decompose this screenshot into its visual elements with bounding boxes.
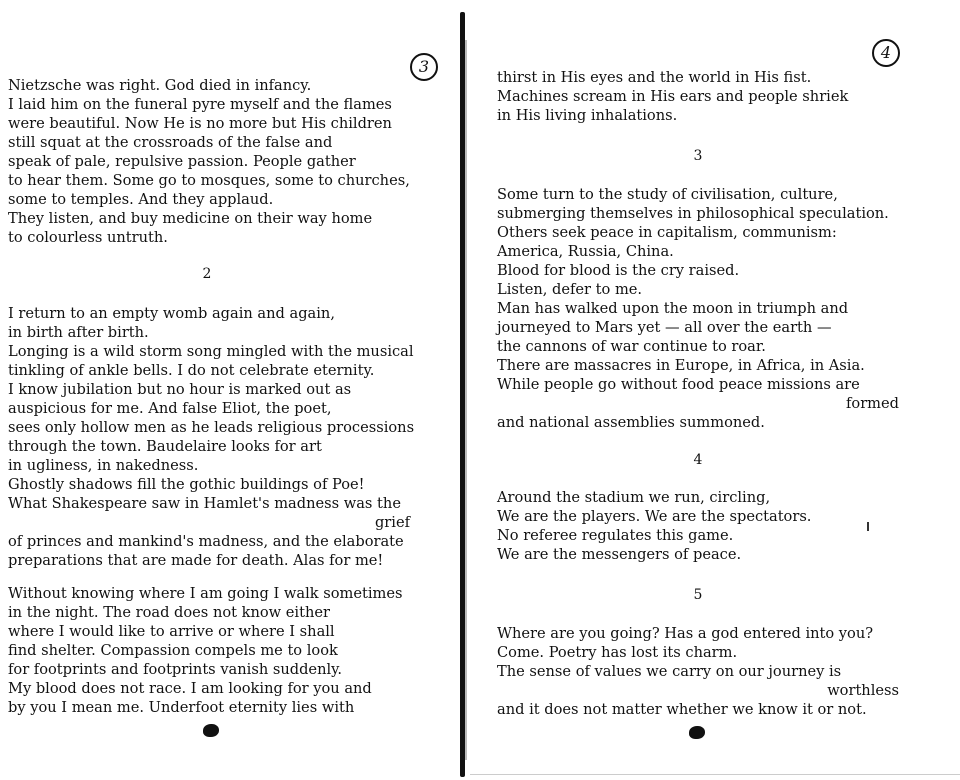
- right-stanza-4: [497, 488, 811, 564]
- poem-line: find shelter. Compassion compels me to look: [8, 642, 338, 659]
- right-page: [470, 0, 960, 780]
- poem-line: America, Russia, China.: [497, 243, 674, 260]
- poem-line: Nietzsche was right. God died in infancy.: [8, 77, 312, 94]
- poem-line: We are the messengers of peace.: [497, 546, 742, 563]
- poem-line: My blood does not race. I am looking for you and: [8, 680, 372, 697]
- left-stanza-3: [8, 584, 402, 717]
- poem-runover-line: grief: [374, 514, 410, 531]
- section-number: 4: [693, 452, 703, 468]
- poem-line: sees only hollow men as he leads religious processions: [8, 419, 415, 436]
- right-stanza-5: [497, 624, 899, 719]
- poem-line: Ghostly shadows fill the gothic buildings of Poe!: [8, 476, 365, 493]
- poem-line: in the night. The road does not know either: [8, 604, 330, 621]
- gutter-shadow: [465, 40, 467, 760]
- poem-line: in birth after birth.: [8, 324, 149, 341]
- poem-runover-line: formed: [846, 395, 899, 412]
- poem-line: some to temples. And they applaud.: [8, 191, 274, 208]
- poem-runover-line: worthless: [827, 682, 899, 699]
- ink-blot-mark: [689, 726, 705, 739]
- poem-line: journeyed to Mars yet — all over the earth —: [497, 319, 832, 336]
- poem-line: What Shakespeare saw in Hamlet's madness was the: [8, 495, 401, 512]
- left-stanza-2: [8, 304, 415, 570]
- left-page-number: 3: [410, 53, 438, 81]
- poem-line: the cannons of war continue to roar.: [497, 338, 766, 355]
- poem-line: preparations that are made for death. Alas for me!: [8, 552, 384, 569]
- poem-line: Machines scream in His ears and people shriek: [497, 88, 849, 105]
- section-number: 3: [693, 148, 703, 164]
- right-stanza-1: [497, 68, 848, 125]
- poem-line: in His living inhalations.: [497, 107, 678, 124]
- poem-line: in ugliness, in nakedness.: [8, 457, 199, 474]
- poem-line: I return to an empty womb again and again,: [8, 305, 335, 322]
- left-page: [0, 0, 455, 780]
- poem-line: auspicious for me. And false Eliot, the poet,: [8, 400, 332, 417]
- poem-line: speak of pale, repulsive passion. People gather: [8, 153, 356, 170]
- section-number: 5: [693, 587, 703, 603]
- poem-line: Without knowing where I am going I walk sometimes: [8, 585, 403, 602]
- poem-line: to hear them. Some go to mosques, some to churches,: [8, 172, 410, 189]
- ink-speck-mark: [867, 522, 869, 531]
- poem-line: still squat at the crossroads of the false and: [8, 134, 333, 151]
- poem-line: through the town. Baudelaire looks for art: [8, 438, 322, 455]
- left-stanza-1: [8, 76, 410, 247]
- poem-line: We are the players. We are the spectators.: [497, 508, 812, 525]
- poem-line: Around the stadium we run, circling,: [497, 489, 771, 506]
- poem-line: tinkling of ankle bells. I do not celebrate eternity.: [8, 362, 375, 379]
- poem-line: Listen, defer to me.: [497, 281, 643, 298]
- poem-line: and national assemblies summoned.: [497, 414, 765, 431]
- poem-line: Some turn to the study of civilisation, culture,: [497, 186, 838, 203]
- right-page-number: 4: [872, 39, 900, 67]
- poem-line: No referee regulates this game.: [497, 527, 734, 544]
- poem-line: thirst in His eyes and the world in His fist.: [497, 69, 812, 86]
- poem-line: Longing is a wild storm song mingled with the musical: [8, 343, 414, 360]
- ink-blot-mark: [203, 724, 219, 737]
- poem-line: Man has walked upon the moon in triumph and: [497, 300, 849, 317]
- poem-line: There are massacres in Europe, in Africa, in Asia.: [497, 357, 865, 374]
- poem-line: I know jubilation but no hour is marked out as: [8, 381, 352, 398]
- poem-line: by you I mean me. Underfoot eternity lies with: [8, 699, 355, 716]
- poem-line: were beautiful. Now He is no more but His children: [8, 115, 392, 132]
- poem-line: Others seek peace in capitalism, communism:: [497, 224, 837, 241]
- poem-line: I laid him on the funeral pyre myself and the flames: [8, 96, 392, 113]
- poem-line: They listen, and buy medicine on their way home: [8, 210, 373, 227]
- poem-line: where I would like to arrive or where I shall: [8, 623, 335, 640]
- poem-line: While people go without food peace missions are: [497, 376, 860, 393]
- poem-line: submerging themselves in philosophical speculation.: [497, 205, 889, 222]
- poem-line: Where are you going? Has a god entered into you?: [497, 625, 874, 642]
- poem-line: and it does not matter whether we know it or not.: [497, 701, 867, 718]
- poem-line: Come. Poetry has lost its charm.: [497, 644, 738, 661]
- section-number: 2: [202, 266, 212, 282]
- poem-line: for footprints and footprints vanish suddenly.: [8, 661, 343, 678]
- poem-line: Blood for blood is the cry raised.: [497, 262, 740, 279]
- right-stanza-3: [497, 185, 899, 432]
- poem-line: of princes and mankind's madness, and the elaborate: [8, 533, 404, 550]
- poem-line: to colourless untruth.: [8, 229, 168, 246]
- poem-line: The sense of values we carry on our journey is: [497, 663, 842, 680]
